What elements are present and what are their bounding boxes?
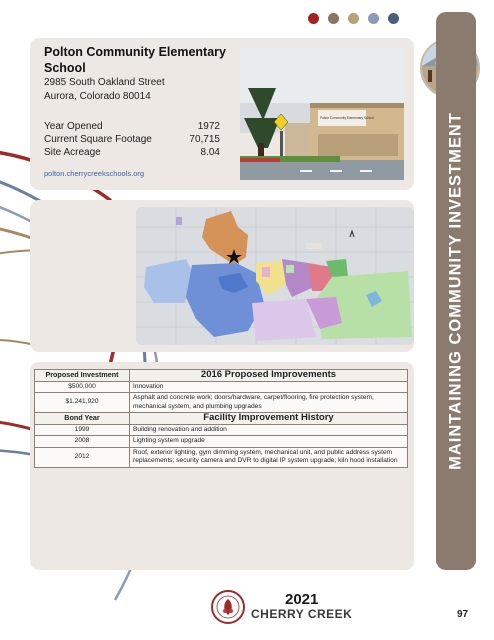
bond-year: 2012 <box>35 447 130 467</box>
brown-dot <box>328 13 339 24</box>
fact-label: Year Opened <box>44 121 103 132</box>
address-line-1: 2985 South Oakland Street <box>44 77 165 88</box>
district-map <box>136 207 414 345</box>
proposed-improvements-header: 2016 Proposed Improvements <box>130 370 408 382</box>
fact-square-footage <box>44 133 220 146</box>
bond-year-header: Bond Year <box>35 413 130 425</box>
banner-title: MAINTAINING COMMUNITY INVESTMENT <box>446 112 465 470</box>
history-header-row <box>35 413 408 425</box>
table-row <box>35 447 408 467</box>
fact-value: 8.04 <box>200 147 220 158</box>
school-website-link[interactable]: polton.cherrycreekschools.org <box>44 169 145 178</box>
footer-logo <box>211 590 352 624</box>
fact-value: 1972 <box>197 121 220 132</box>
fact-site-acreage <box>44 146 220 159</box>
navy-dot <box>388 13 399 24</box>
history-header: Facility Improvement History <box>130 413 408 425</box>
fact-label: Current Square Footage <box>44 134 152 145</box>
school-facts <box>44 120 220 159</box>
history-description: Building renovation and addition <box>130 424 408 436</box>
footer-year: 2021 <box>284 591 319 608</box>
proposed-investment-header: Proposed Investment <box>35 370 130 382</box>
proposed-header-row <box>35 370 408 382</box>
history-description: Lighting system upgrade <box>130 436 408 448</box>
tan-dot <box>348 13 359 24</box>
light-blue-dot <box>368 13 379 24</box>
bond-year: 2008 <box>35 436 130 448</box>
footer-district: CHERRY CREEK <box>251 607 353 621</box>
footer-text <box>251 593 352 621</box>
building-sign-text: Polton Community Elementary School <box>320 116 374 120</box>
improvements-table <box>34 369 408 468</box>
investment-amount: $1,241,920 <box>35 393 130 413</box>
fact-label: Site Acreage <box>44 147 101 158</box>
red-dot <box>308 13 319 24</box>
improvement-description: Innovation <box>130 381 408 393</box>
color-dots <box>308 13 399 24</box>
investment-amount: $500,000 <box>35 381 130 393</box>
district-seal-icon <box>211 590 245 624</box>
school-photo <box>240 48 404 180</box>
table-row <box>35 436 408 448</box>
table-row <box>35 381 408 393</box>
table-row <box>35 393 408 413</box>
fact-year-opened <box>44 120 220 133</box>
page-number: 97 <box>457 609 469 620</box>
history-description: Roof, exterior lighting, gym dimming system, mechanical unit, and public address system replacements; security camera and DVR to digital IP system upgrade; kiln hood installation <box>130 447 408 467</box>
table-row <box>35 424 408 436</box>
address-line-2: Aurora, Colorado 80014 <box>44 91 151 102</box>
bond-year: 1999 <box>35 424 130 436</box>
school-name: Polton Community Elementary School <box>44 45 226 75</box>
improvement-description: Asphalt and concrete work; doors/hardware, carpet/flooring, fire protection system, mechanical system, and plumbing upgrades <box>130 393 408 413</box>
school-address <box>44 76 165 104</box>
fact-value: 70,715 <box>189 134 220 145</box>
